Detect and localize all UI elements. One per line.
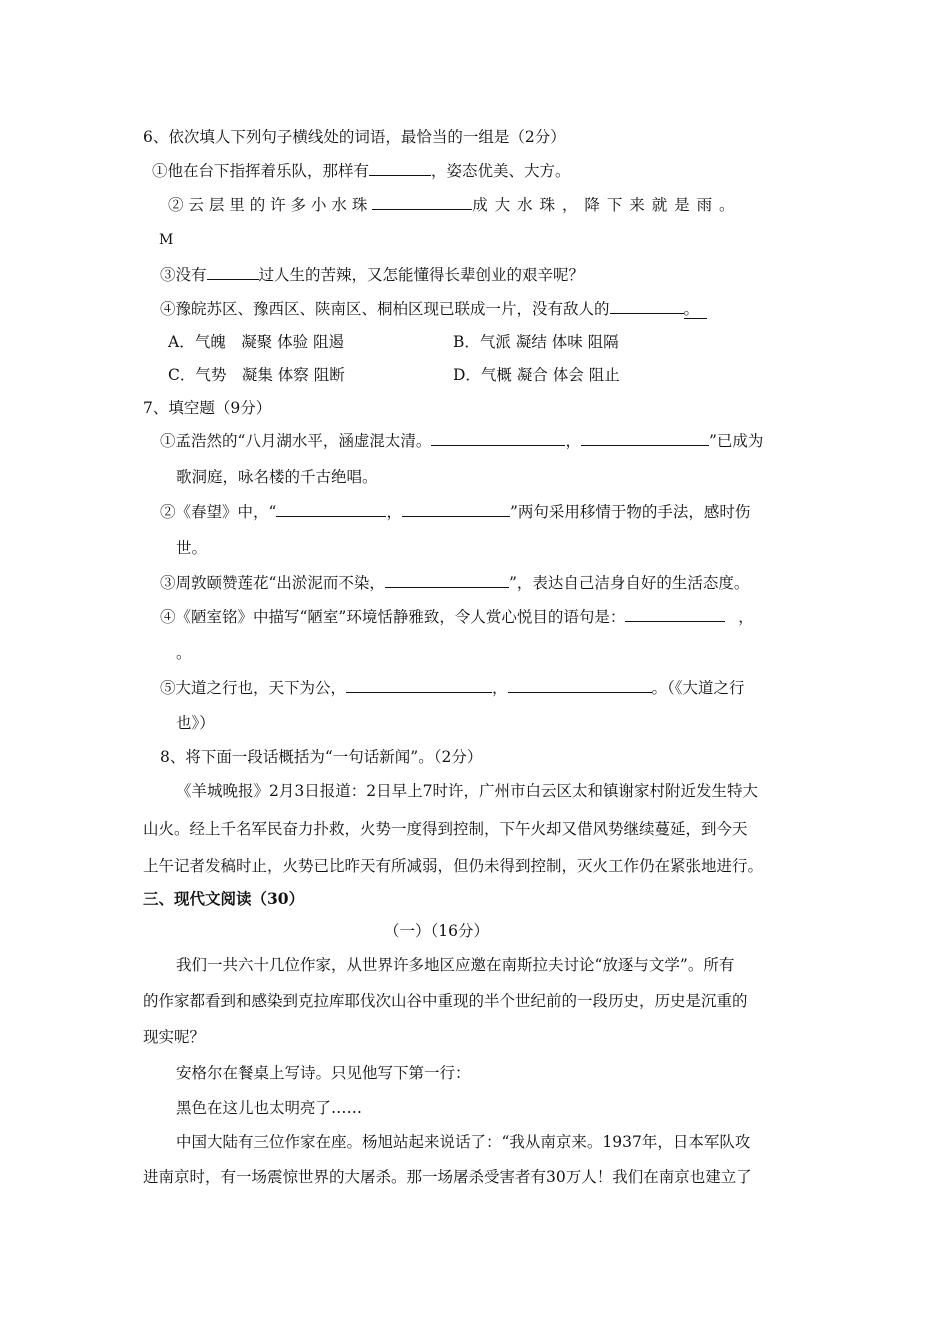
q7-sentence-2-cont: 世。 [176, 539, 208, 557]
q6-s1-blank[interactable] [369, 160, 431, 176]
q6-s3-text-b: 过人生的苦辣，又怎能懂得长辈创业的艰辛呢？ [258, 266, 585, 284]
q6-sentence-3 [160, 264, 584, 286]
q7-s2-text-c: ”两句采用移情于物的手法，感时伤 [509, 503, 751, 521]
q8-title: 8、将下面一段话概括为“一句话新闻”。（2分） [160, 748, 483, 766]
section-3-subheading: （一）（16分） [384, 922, 489, 940]
q7-s1-blank-2[interactable] [581, 430, 709, 446]
q7-s2-text-a: ②《春望》中，“ [160, 503, 277, 521]
q7-s1-blank-1[interactable] [431, 430, 565, 446]
q6-title: 6、依次填人下列句子横线处的词语，最恰当的一组是（2分） [143, 128, 566, 146]
passage-line-2: 的作家都看到和感染到克拉库耶伐次山谷中重现的半个世纪前的一段历史，历史是沉重的 [143, 992, 748, 1010]
q7-s4-text-b: ， [738, 608, 754, 626]
q6-sentence-1 [152, 160, 571, 182]
passage-line-3: 现实呢？ [143, 1028, 206, 1046]
q7-s2-blank-1[interactable] [276, 501, 386, 517]
q7-s2-text-b: ， [386, 503, 402, 521]
q6-option-a: A．气魄 凝聚 体验 阻遏 [168, 333, 345, 351]
q7-s5-blank-1[interactable] [346, 677, 492, 693]
q7-s3-text-b: ”，表达自己洁身自好的生活态度。 [508, 574, 750, 592]
q7-sentence-4-cont: 。 [176, 644, 192, 662]
q6-sentence-4 [160, 298, 707, 320]
q6-s3-blank[interactable] [207, 264, 259, 280]
q7-sentence-3 [160, 572, 749, 594]
q6-s4-text-b: 。 [684, 300, 708, 319]
passage-line-1: 我们一共六十几位作家，从世界许多地区应邀在南斯拉夫讨论“放逐与文学”。所有 [176, 956, 735, 974]
passage-line-6: 中国大陆有三位作家在座。杨旭站起来说话了：“我从南京来。1937年，日本军队攻 [176, 1133, 751, 1151]
q7-s5-text-a: ⑤大道之行也，天下为公， [160, 679, 347, 697]
q6-s1-text-b: ，姿态优美、大方。 [431, 162, 571, 180]
q7-s2-blank-2[interactable] [402, 501, 510, 517]
q6-s2-mark: M [159, 232, 174, 248]
q7-s4-text-a: ④《陋室铭》中描写“陋室”环境恬静雅致，令人赏心悦目的语句是： [160, 608, 626, 626]
q6-s1-text-a: ①他在台下指挥着乐队，那样有 [152, 162, 370, 180]
q7-sentence-1 [160, 430, 763, 452]
q6-option-c: C．气势 凝集 体察 阻断 [168, 366, 345, 384]
q7-s5-text-c: 。（《大道之行 [651, 679, 745, 697]
q6-s4-text-a: ④豫皖苏区、豫西区、陕南区、桐柏区现已联成一片，没有敌人的 [160, 300, 610, 318]
q7-s3-text-a: ③周敦颐赞莲花“出淤泥而不染， [160, 574, 385, 592]
q6-option-d: D．气概 凝合 体会 阻止 [453, 366, 620, 384]
q7-title: 7、填空题（9分） [143, 399, 272, 417]
passage-line-4: 安格尔在餐桌上写诗。只见他写下第一行： [176, 1064, 471, 1082]
q7-s1-text-c: ”已成为 [708, 432, 764, 450]
q6-sentence-2 [168, 194, 736, 216]
q6-s2-text-b: 成 大 水 珠 ， 降 下 来 就 是 雨 。 [472, 196, 736, 214]
q7-sentence-5-cont: 也》） [176, 714, 215, 732]
q7-sentence-1-cont: 歌洞庭，咏名楼的千古绝唱。 [176, 468, 378, 486]
q6-s3-text-a: ③没有 [160, 266, 207, 284]
q6-option-b: B．气派 凝结 体味 阻隔 [453, 333, 619, 351]
q7-s4-blank[interactable] [625, 606, 725, 622]
q7-s3-blank[interactable] [385, 572, 509, 588]
q8-paragraph-line-2: 山火。经上千名军民奋力扑救，火势一度得到控制，下午火却又借风势继续蔓延，到今天 [143, 820, 748, 838]
q7-s1-text-b: ， [565, 432, 581, 450]
passage-line-5: 黑色在这儿也太明亮了…… [176, 1099, 363, 1117]
q7-sentence-2 [160, 501, 750, 523]
q6-s2-blank[interactable] [372, 194, 472, 210]
q6-s4-blank[interactable] [610, 298, 684, 314]
q7-sentence-4 [160, 606, 754, 628]
q7-s5-text-b: ， [492, 679, 508, 697]
section-3-heading: 三、现代文阅读（30） [143, 889, 305, 908]
q7-sentence-5 [160, 677, 745, 699]
q8-paragraph-line-1: 《羊城晚报》2月3日报道：2日早上7时许，广州市白云区太和镇谢家村附近发生特大 [176, 782, 758, 800]
passage-line-7: 进南京时，有一场震惊世界的大屠杀。那一场屠杀受害者有30万人！我们在南京也建立了 [143, 1168, 752, 1186]
q7-s5-blank-2[interactable] [508, 677, 652, 693]
q6-s2-text-a: ② 云 层 里 的 许 多 小 水 珠 [168, 196, 368, 214]
q7-s1-text-a: ①孟浩然的“八月湖水平，涵虚混太清。 [160, 432, 432, 450]
q8-paragraph-line-3: 上午记者发稿时止，火势已比昨天有所减弱，但仍未得到控制，灭火工作仍在紧张地进行。 [143, 857, 764, 875]
